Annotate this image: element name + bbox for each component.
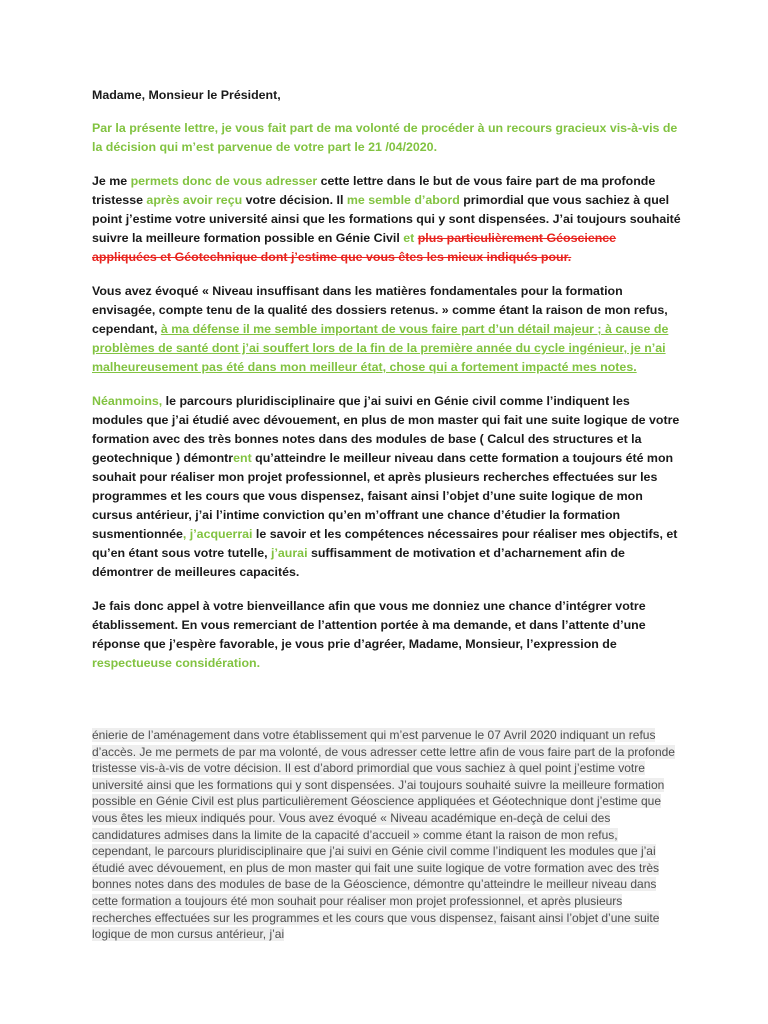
- paragraph-5: [92, 597, 682, 673]
- highlighted-run: Néanmoins,: [92, 394, 163, 408]
- text-run: suffisamment de motivation et d’acharnement afin de démontrer de meilleures capacités.: [92, 546, 625, 579]
- letter-body: [92, 86, 682, 688]
- text-run: primordial que vous sachiez à quel point j’estime votre université ainsi que les formations qui y sont dispensées. J’ai toujours souhaité suivre la meilleure formation possible en Génie Civil: [92, 193, 681, 245]
- text-excerpt: [92, 727, 678, 943]
- underlined-run: à ma défense il me semble important de vous faire part d’un détail majeur ; à cause de problèmes de santé dont j’ai souffert lors de la fin de la première année du cycle ingénieur, je n’ai malheureusement pas été dans mon meilleur état, chose qui a fortement impacté mes notes.: [92, 322, 669, 374]
- highlighted-run: j’acquerrai: [189, 527, 253, 541]
- text-run: Je me: [92, 174, 131, 188]
- text-run: votre décision. Il: [242, 193, 347, 207]
- paragraph-4: [92, 392, 682, 582]
- highlighted-run: ent: [233, 451, 252, 465]
- struck-run: plus particulièrement Géoscience appliquées et Géotechnique dont j’estime que vous êtes les mieux indiqués pour: [92, 231, 617, 264]
- highlighted-run: respectueuse considération.: [92, 656, 261, 670]
- text-run: Vous avez évoqué « Niveau insuffisant dans les matières fondamentales pour la formation envisagée, compte tenu de la qualité des dossiers retenus. » comme étant la raison de mon refus, cependant,: [92, 284, 668, 336]
- text-run: cette lettre dans le but de vous faire part de ma profonde tristesse: [92, 174, 656, 207]
- highlighted-run: après avoir reçu: [146, 193, 243, 207]
- highlighted-run: permets donc de vous adresser: [130, 174, 318, 188]
- highlighted-run: me semble d’abord: [346, 193, 460, 207]
- paragraph-2: [92, 172, 682, 267]
- paragraph-intro: Par la présente lettre, je vous fait part de ma volonté de procéder à un recours gracieux vis-à-vis de la décision qui m’est parvenue de votre part le 21 /04/2020.: [92, 121, 678, 154]
- text-run: le parcours pluridisciplinaire que j’ai suivi en Génie civil comme l’indiquent les modules que j’ai étudié avec dévouement, en plus de mon master qui fait une suite logique de votre formation avec des très bonnes notes dans des modules de base ( Calcul des structures et la geotechnique ) démontr: [92, 394, 680, 465]
- highlighted-run: et: [403, 231, 415, 245]
- text-run: le savoir et les compétences nécessaires pour réaliser mes objectifs, et qu’en étant sous votre tutelle,: [92, 527, 678, 560]
- highlighted-run: ,: [182, 527, 187, 541]
- highlighted-run: j’aurai: [271, 546, 308, 560]
- excerpt-text: énierie de l’aménagement dans votre établissement qui m’est parvenue le 07 Avril 2020 indiquant un refus d’accès. Je me permets de par ma volonté, de vous adresser cette lettre afin de vous faire part de la profonde tristesse vis-à-vis de votre décision. Il est d’abord primordial que vous sachiez à quel point j’estime votre université ainsi que les formations qui y sont dispensées. J’ai toujours souhaité suivre la meilleure formation possible en Génie Civil est plus particulièrement Géoscience appliquées et Géotechnique dont j’estime que vous êtes les mieux indiqués pour. Vous avez évoqué « Niveau académique en-deçà de celui des candidatures admises dans la limite de la capacité d’accueil » comme étant la raison de mon refus, cependant, le parcours pluridisciplinaire que j’ai suivi en Génie civil comme l’indiquent les modules que j’ai étudié avec dévouement, en plus de mon master qui fait une suite logique de votre formation avec des très bonnes notes dans des modules de base de la Géoscience, démontre qu’atteindre le meilleur niveau dans cette formation a toujours été mon souhait pour réaliser mon projet professionnel, et après plusieurs recherches effectuées sur les programmes et les cours que vous dispensez, faisant ainsi l’objet d’une suite logique de mon cursus antérieur, j’ai: [92, 728, 675, 942]
- paragraph-3: [92, 282, 682, 377]
- text-run: qu’atteindre le meilleur niveau dans cette formation a toujours été mon souhait pour réaliser mon projet professionnel, et après plusieurs recherches effectuées sur les programmes et les cours que vous dispensez, faisant ainsi l’objet d’une suite logique de mon cursus antérieur, j’ai l’intime conviction qu’en m’offrant une chance d’étudier la formation susmentionnée: [92, 451, 674, 541]
- salutation: Madame, Monsieur le Président,: [92, 88, 281, 102]
- struck-run: .: [567, 250, 572, 264]
- text-run: Je fais donc appel à votre bienveillance afin que vous me donniez une chance d’intégrer votre établissement. En vous remerciant de l’attention portée à ma demande, et dans l’attente d’une réponse que j’espère favorable, je vous prie d’agréer, Madame, Monsieur, l’expression de: [92, 599, 646, 651]
